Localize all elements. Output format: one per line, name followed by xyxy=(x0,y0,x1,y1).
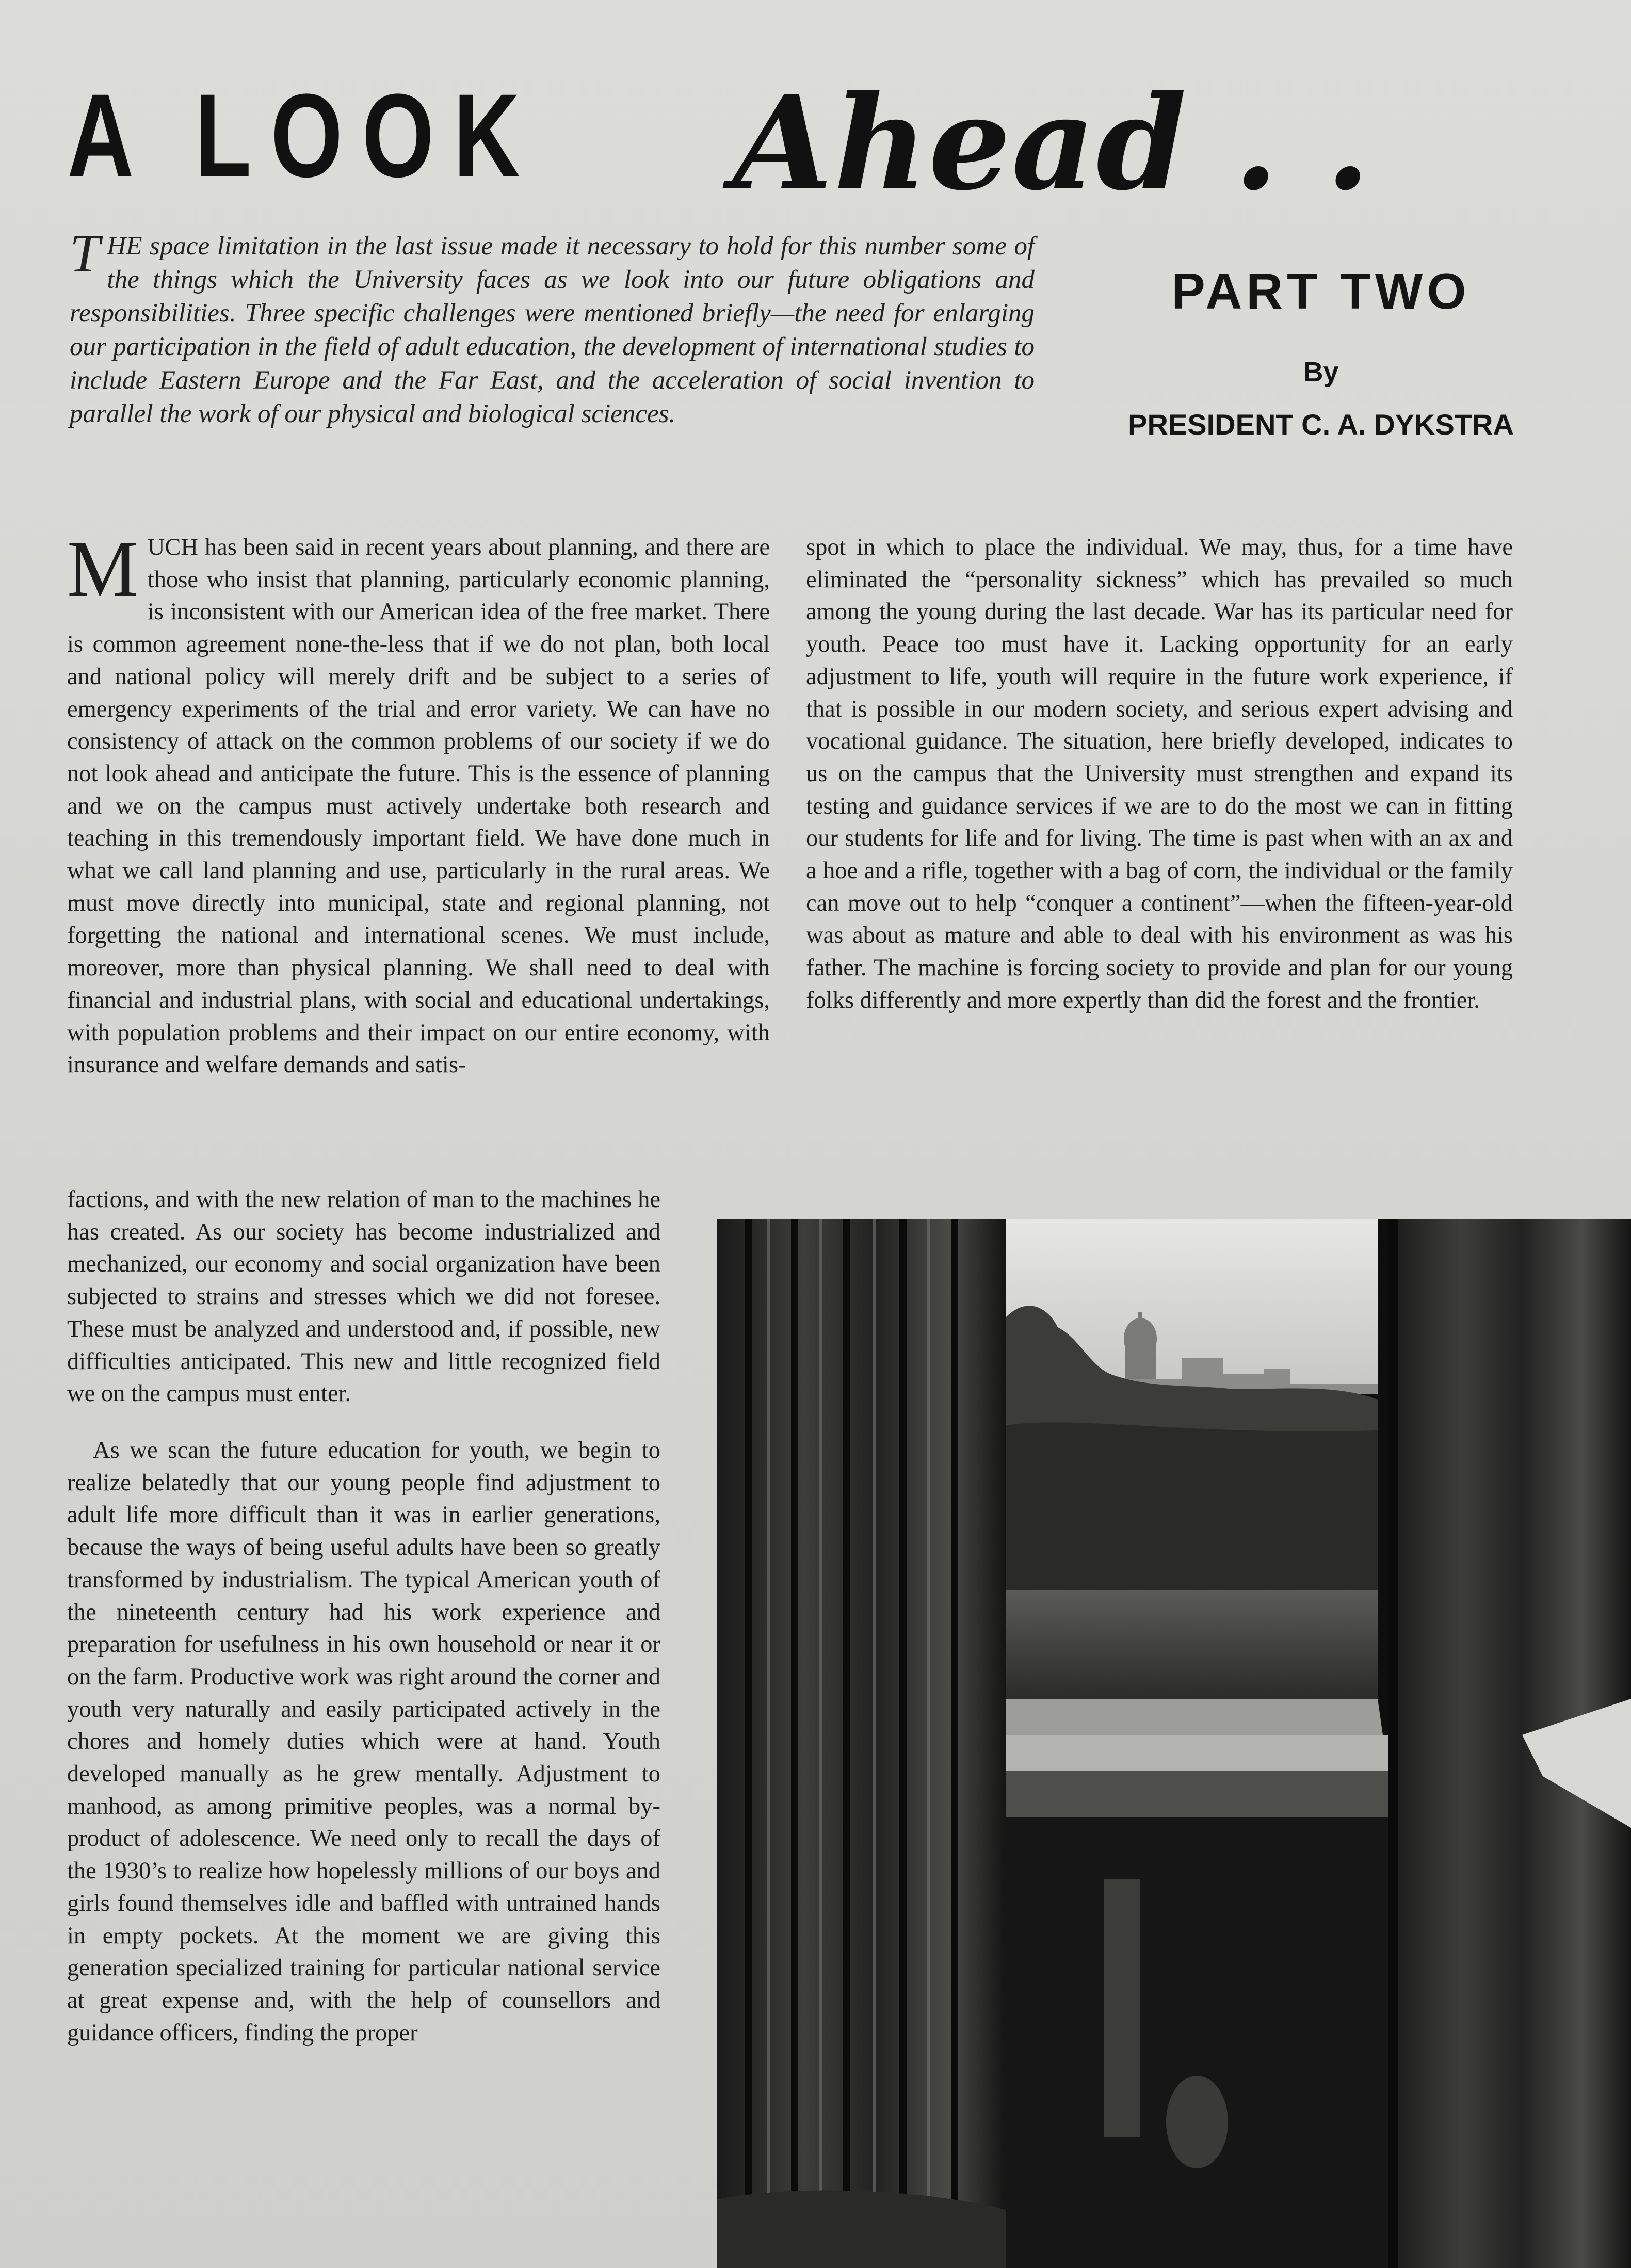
left-column xyxy=(717,1219,1006,2268)
photo-illustration xyxy=(717,1219,1631,2268)
article-column-1-paragraph-2: As we scan the future education for youth, we begin to realize belatedly that our young people find adjustment to adult life more difficult than it was in earlier generations, because the ways of being useful adults have been so greatly transformed by industrialism. The typical American youth of the nineteenth century had his work experience and preparation for usefulness in his own household or near it or on the farm. Productive work was right around the corner and youth very naturally and easily participated actively in the chores and homely duties which were at hand. Youth developed manually as he grew mentally. Adjustment to manhood, as among primitive peoples, was a normal by-product of adolescence. We need only to recall the days of the 1930’s to realize how hopelessly millions of our boys and girls found themselves idle and baffled with untrained hands in empty pockets. At the moment we are giving this generation specialized training for particular national service at great expense and, with the help of counsellors and guidance officers, finding the proper xyxy=(67,1437,660,2046)
page-title xyxy=(67,67,1371,219)
article-column-2: spot in which to place the individual. We may, thus, for a time have eliminated the “personality sickness” which has prevailed so much among the young during the last decade. War has its particular need for youth. Peace too must have it. Lacking opportunity for an early adjustment to life, youth will require in the future work experience, if that is possible in our modern society, and serious expert advising and vocational guidance. The situation, here briefly developed, indicates to us on the campus that the University must strengthen and expand its testing and guidance services if we are to do the most we can in fitting our students for life and for living. The time is past when with an ax and a hoe and a rifle, together with a bag of corn, the individual or the family can move out to help “conquer a continent”—when the fifteen-year-old was about as mature and able to deal with his environment as was his father. The machine is forcing society to provide and plan for our young folks differently and more expertly than did the forest and the frontier. xyxy=(806,534,1513,1014)
article-dropcap: M xyxy=(67,524,138,613)
title-block-letters: A LOOK xyxy=(67,69,540,202)
intro-dropcap: T xyxy=(70,223,100,283)
capitol-view-photo xyxy=(717,1219,1631,2268)
intro-text: HE space limitation in the last issue made it necessary to hold for this number some of the things which the University faces as we look into our future obligations and responsibilities. Three specific challenges were mentioned briefly—the need for enlarging our participation in the field of adult education, the development of international studies to include Eastern Europe and the Far East, and the acceleration of social invention to parallel the work of our physical and biological sciences. xyxy=(70,232,1035,428)
title-script: Ahead . . xyxy=(733,67,1371,219)
byline-by: By xyxy=(1303,357,1339,388)
article-column-1-bottom: factions, and with the new relation of man to the machines he has created. As our society has become industrialized and mechanized, our economy and social organization have been subjected to strains and stresses which we did not foresee. These must be analyzed and understood and, if possible, new difficulties anticipated. This new and little recognized field we on the campus must enter. xyxy=(67,1186,660,1407)
article-column-1-top xyxy=(67,524,770,1184)
byline-author: PRESIDENT C. A. DYKSTRA xyxy=(1128,408,1514,441)
intro-paragraph xyxy=(70,223,1035,431)
lawn xyxy=(1006,1590,1378,1699)
article-col1-top-text: UCH has been said in recent years about planning, and there are those who insist that planning, particularly economic planning, is inconsistent with our American idea of the free market. There is common agreement none-the-less that if we do not plan, both local and national policy will merely drift and be subject to a series of emergency experiments of the trial and error variety. We can have no consistency of attack on the common problems of our society if we do not look ahead and anticipate the future. This is the essence of planning and we on the campus must actively undertake both research and teaching in this tremendously important field. We have done much in what we call land planning and use, particularly in the rural areas. We must move directly into municipal, state and regional planning, not forgetting the national and international scenes. We must include, moreover, more than physical planning. We shall need to deal with financial and industrial plans, with social and educational undertakings, with population problems and their impact on our entire economy, with insurance and welfare demands and satis- xyxy=(67,534,770,1079)
part-heading: PART TWO xyxy=(1171,263,1471,319)
